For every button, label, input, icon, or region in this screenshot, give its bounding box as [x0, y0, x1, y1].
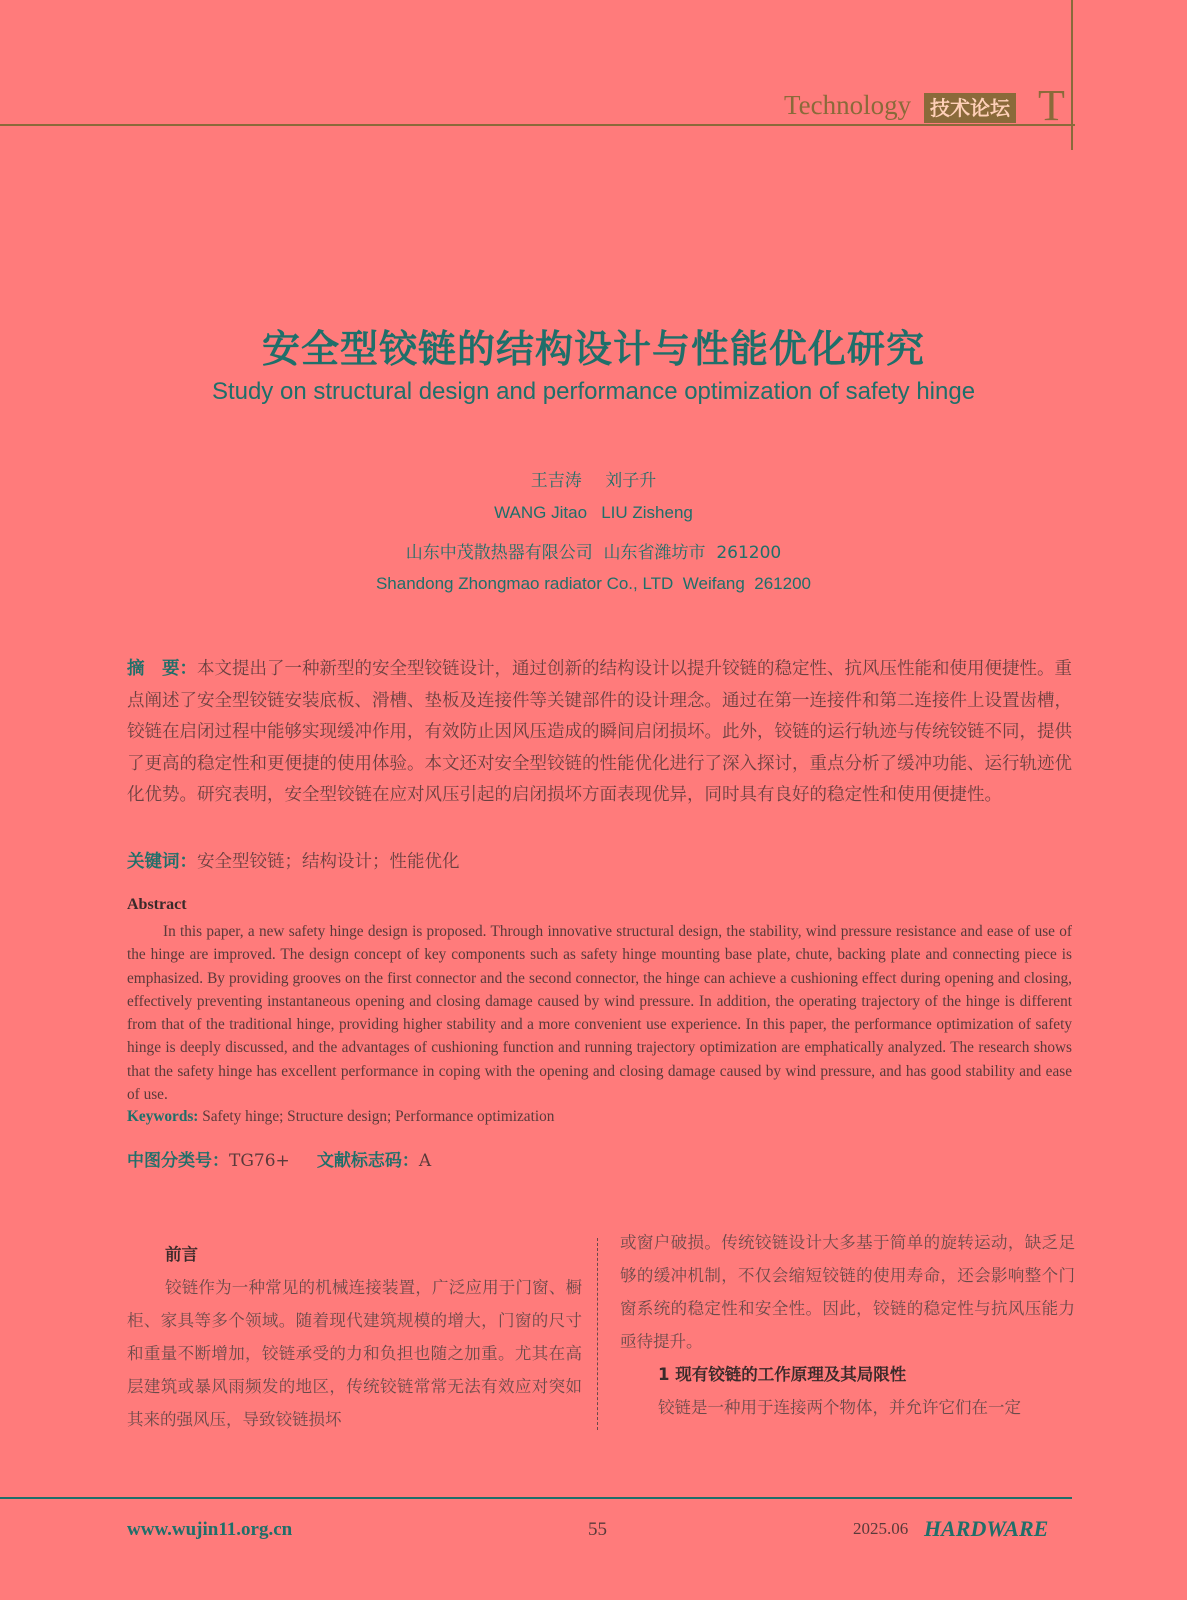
intro-paragraph-continued: 或窗户破损。传统铰链设计大多基于简单的旋转运动，缺乏足够的缓冲机制，不仅会缩短铰链的使用寿命，还会影响整个门窗系统的稳定性和安全性。因此，铰链的稳定性与抗风压能力亟待提升。 [620, 1233, 1075, 1351]
section-initial: T [1038, 81, 1065, 130]
title-en: Study on structural design and performance optimization of safety hinge [211, 378, 976, 405]
classification [127, 1146, 431, 1171]
journal-name: HARDWARE [924, 1516, 1049, 1541]
page-number: 55 [588, 1519, 607, 1540]
abstract-en-heading: Abstract [127, 896, 187, 913]
footer-rule [0, 1497, 1072, 1499]
keywords-en-label: Keywords: [127, 1108, 199, 1125]
body-column-left [127, 1238, 582, 1436]
intro-heading: 前言 [165, 1245, 198, 1264]
abstract-cn-text: 本文提出了一种新型的安全型铰链设计，通过创新的结构设计以提升铰链的稳定性、抗风压性能和使用便捷性。重点阐述了安全型铰链安装底板、滑槽、垫板及连接件等关键部件的设计理念。通过在第一连接件和第二连接件上设置齿槽，铰链在启闭过程中能够实现缓冲作用，有效防止因风压造成的瞬间启闭损坏。此外，铰链的运行轨迹与传统铰链不同，提供了更高的稳定性和更便捷的使用体验。本文还对安全型铰链的性能优化进行了深入探讨，重点分析了缓冲功能、运行轨迹优化优势。研究表明，安全型铰链在应对风压引起的启闭损坏方面表现优异，同时具有良好的稳定性和使用便捷性。 [127, 659, 1072, 805]
affiliation-en: Shandong Zhongmao radiator Co., LTD Weifang 261200 [375, 574, 812, 593]
clc-value: TG76+ [229, 1151, 290, 1171]
abstract-en-text: In this paper, a new safety hinge design is proposed. Through innovative structural design, the stability, wind pressure resistance and ease of use of the hinge are improved. The design concept of key components such as safety hinge mounting base plate, chute, backing plate and connecting piece is emphasized. By providing grooves on the first connector and the second connector, the hinge can achieve a cushioning effect during opening and closing, effectively preventing instantaneous opening and closing damage caused by wind pressure. In addition, the operating trajectory of the hinge is different from that of the traditional hinge, providing higher stability and a more convenient use experience. In this paper, the performance optimization of safety hinge is deeply discussed, and the advantages of cushioning function and running trajectory optimization are emphatically analyzed. The research shows that the safety hinge has excellent performance in coping with the opening and closing damage caused by wind pressure, and has good stability and ease of use. [127, 923, 1072, 1104]
section-1-heading: 1 现有铰链的工作原理及其局限性 [658, 1365, 907, 1384]
authors-cn [0, 466, 1187, 491]
author-1: 王吉涛 [530, 471, 582, 491]
authors-en: WANG Jitao LIU Zisheng [494, 503, 693, 522]
section-label-cn: 技术论坛 [924, 93, 1016, 123]
abstract-cn-label: 摘 要： [127, 659, 197, 679]
keywords-cn [127, 848, 460, 873]
section-1-paragraph: 铰链是一种用于连接两个物体，并允许它们在一定 [658, 1398, 1021, 1417]
keywords-cn-label: 关键词： [127, 852, 197, 872]
affiliation-cn: 山东中茂散热器有限公司 山东省潍坊市 261200 [405, 543, 782, 563]
header-rule [0, 124, 1075, 126]
clc-label: 中图分类号： [127, 1151, 229, 1171]
keywords-en-text: Safety hinge; Structure design; Performance optimization [202, 1108, 555, 1125]
issue-date: 2025.06 [853, 1519, 909, 1538]
intro-paragraph: 铰链作为一种常见的机械连接装置，广泛应用于门窗、橱柜、家具等多个领域。随着现代建筑规模的增大，门窗的尺寸和重量不断增加，铰链承受的力和负担也随之加重。尤其在高层建筑或暴风雨频发的地区，传统铰链常常无法有效应对突如其来的强风压，导致铰链损坏 [127, 1278, 582, 1429]
author-2: 刘子升 [605, 471, 657, 491]
body-column-right [620, 1226, 1075, 1424]
footer-url[interactable]: www.wujin11.org.cn [127, 1519, 293, 1540]
doc-code-label: 文献标志码： [316, 1151, 419, 1171]
column-divider [597, 1238, 598, 1430]
keywords-en [127, 1108, 554, 1126]
abstract-cn [127, 654, 1072, 812]
keywords-cn-text: 安全型铰链；结构设计；性能优化 [197, 852, 460, 872]
doc-code-value: A [418, 1151, 432, 1171]
header-vertical-rule [1071, 0, 1073, 150]
title-cn: 安全型铰链的结构设计与性能优化研究 [261, 327, 925, 371]
section-label-en: Technology [784, 90, 912, 120]
